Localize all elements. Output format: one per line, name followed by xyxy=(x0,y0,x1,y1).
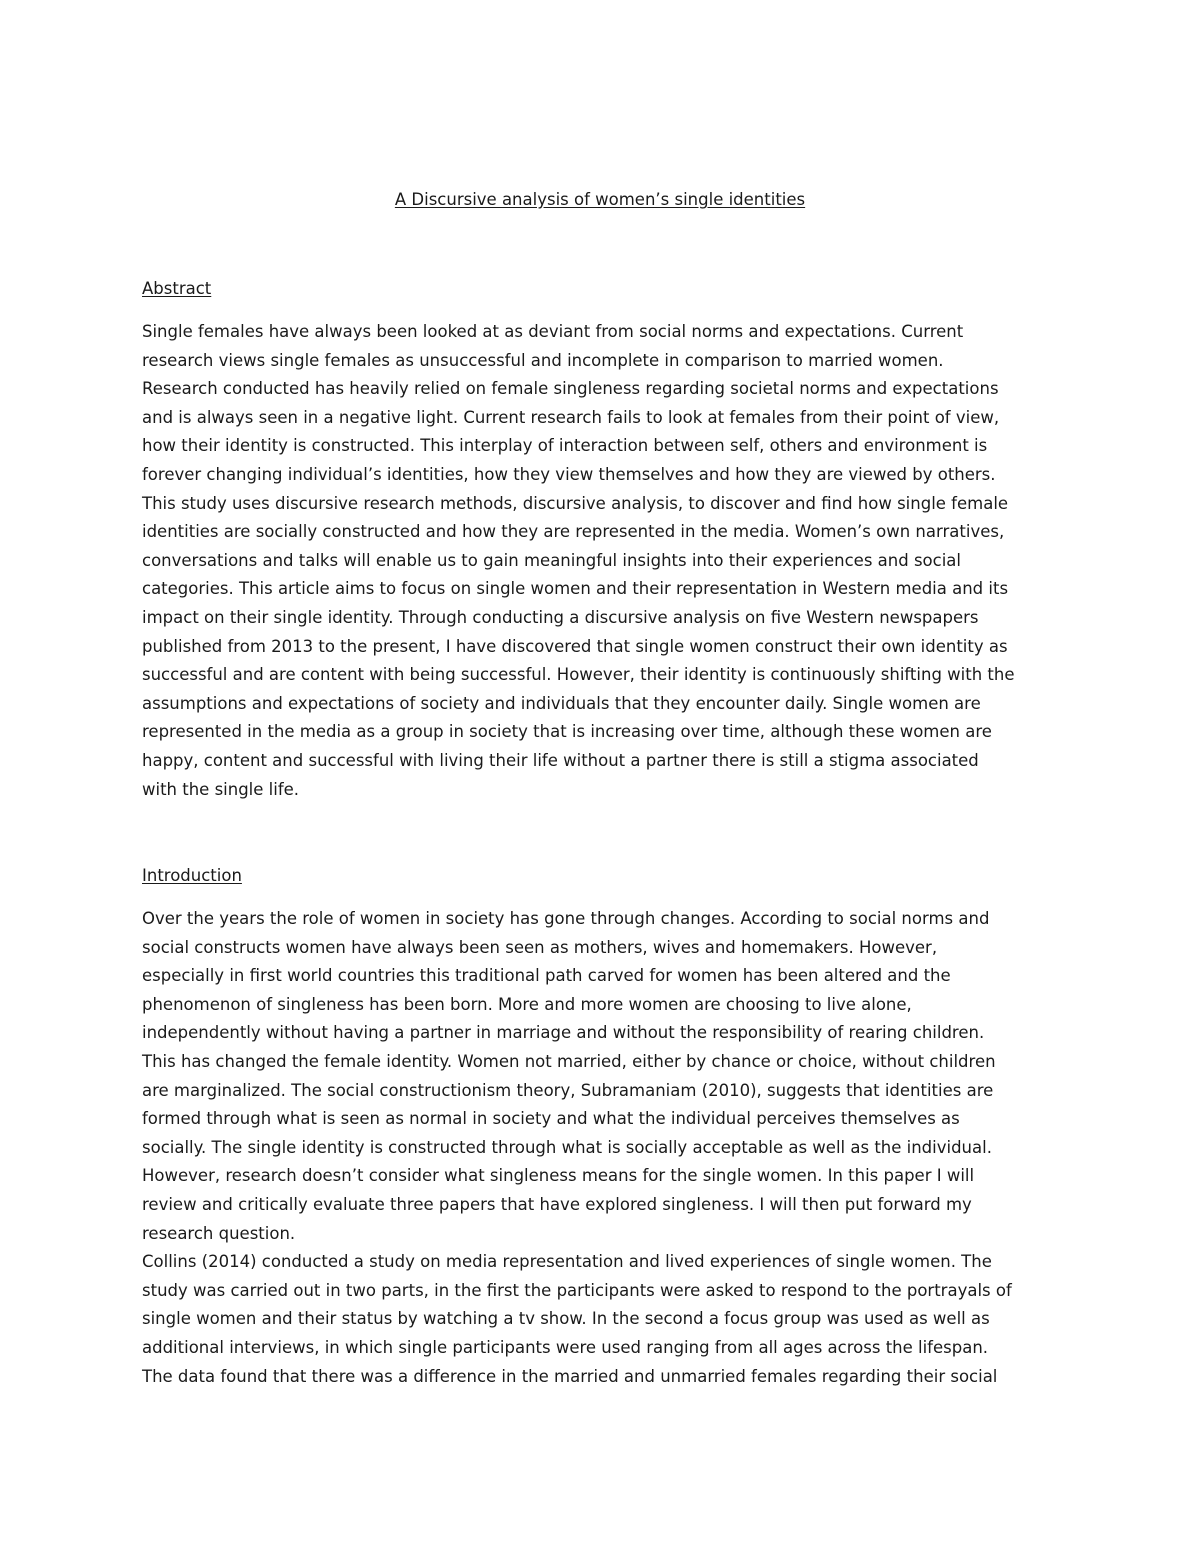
introduction-heading: Introduction xyxy=(142,866,242,885)
abstract-heading: Abstract xyxy=(142,279,212,298)
introduction-paragraph: Over the years the role of women in society has gone through changes. According to social norms and social constructs women have always been seen as mothers, wives and homemakers. However, especially in first world countries this traditional path carved for women has been altered and the phenomenon of singleness has been born. More and more women are choosing to live alone, independently without having a partner in marriage and without the responsibility of rearing children. This has changed the female identity. Women not married, either by chance or choice, without children are marginalized. The social constructionism theory, Subramaniam (2010), suggests that identities are formed through what is seen as normal in society and what the individual perceives themselves as socially. The single identity is constructed through what is socially acceptable as well as the individual. However, research doesn’t consider what singleness means for the single women. In this paper I will review and critically evaluate three papers that have explored singleness. I will then put forward my research question. Collins (2014) conducted a study on media representation and lived experiences of single women. The study was carried out in two parts, in the first the participants were asked to respond to the portrayals of single women and their status by watching a tv show. In the second a focus group was used as well as additional interviews, in which single participants were used ranging from all ages across the lifespan. The data found that there was a difference in the married and unmarried females regarding their social xyxy=(142,909,1012,1386)
abstract-paragraph: Single females have always been looked at as deviant from social norms and expectations. Current research views single females as unsuccessful and incomplete in comparison to married women. Research conducted has heavily relied on female singleness regarding societal norms and expectations and is always seen in a negative light. Current research fails to look at females from their point of view, how their identity is constructed. This interplay of interaction between self, others and environment is forever changing individual’s identities, how they view themselves and how they are viewed by others. This study uses discursive research methods, discursive analysis, to discover and find how single female identities are socially constructed and how they are represented in the media. Women’s own narratives, conversations and talks will enable us to gain meaningful insights into their experiences and social categories. This article aims to focus on single women and their representation in Western media and its impact on their single identity. Through conducting a discursive analysis on five Western newspapers published from 2013 to the present, I have discovered that single women construct their own identity as successful and are content with being successful. However, their identity is continuously shifting with the assumptions and expectations of society and individuals that they encounter daily. Single women are represented in the media as a group in society that is increasing over time, although these women are happy, content and successful with living their life without a partner there is still a stigma associated with the single life. xyxy=(142,322,1015,799)
document-title: A Discursive analysis of women’s single identities xyxy=(394,190,806,209)
